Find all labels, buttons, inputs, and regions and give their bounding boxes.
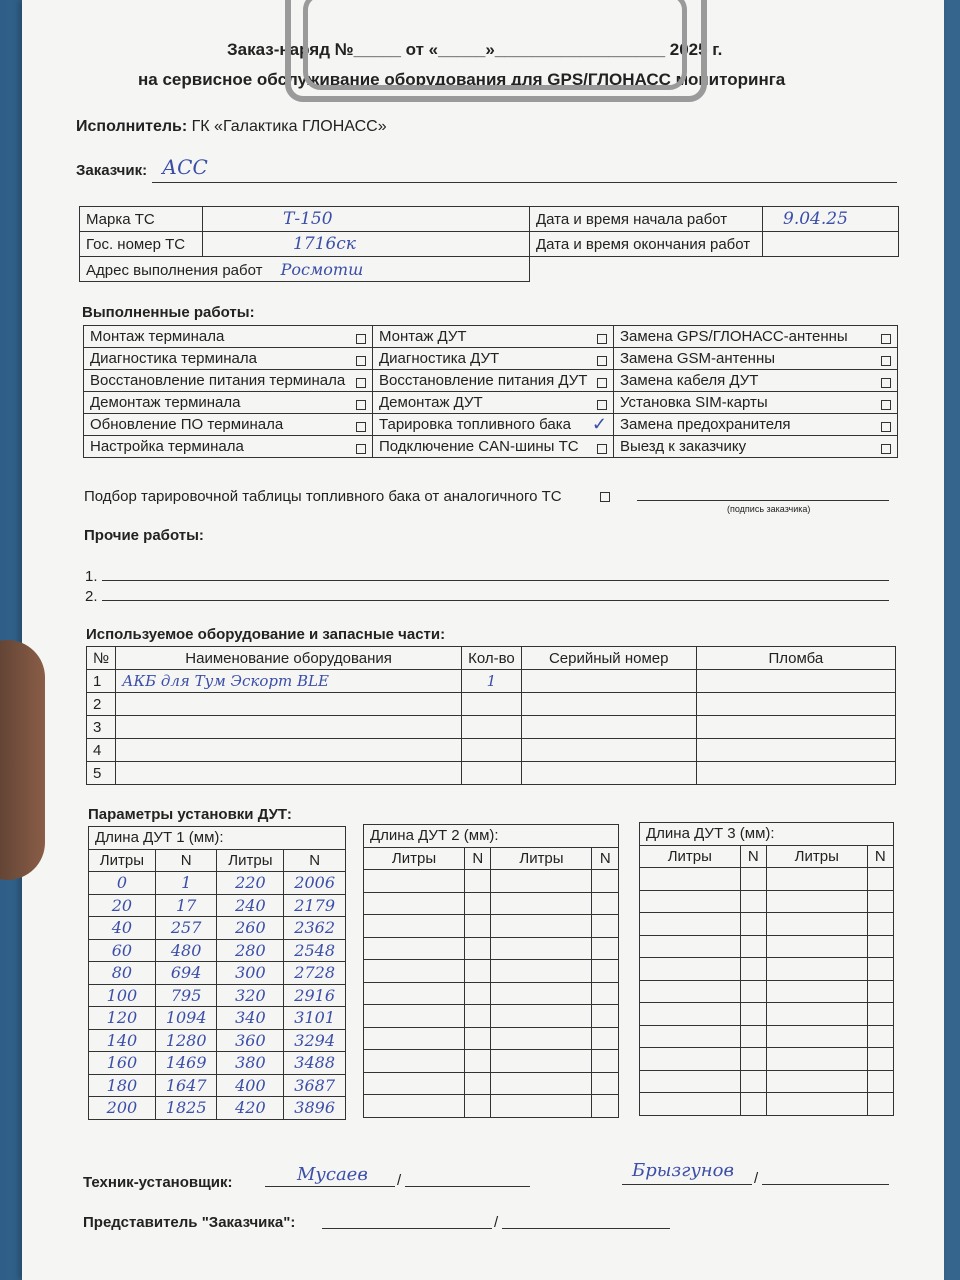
- dut-cell: 257: [155, 917, 217, 940]
- dut-cell: [766, 1025, 867, 1048]
- dut-cell: [766, 890, 867, 913]
- table-row: [89, 1097, 346, 1120]
- dut-cell: 1469: [155, 1052, 217, 1075]
- checkbox[interactable]: [881, 444, 891, 454]
- dut-cell: 340: [217, 1007, 284, 1030]
- work-item: Восстановление питания ДУТ: [373, 370, 614, 392]
- table-row: [640, 1048, 894, 1071]
- table-row: [89, 984, 346, 1007]
- dut-cell: [592, 1095, 619, 1118]
- start-value: 9.04.25: [763, 207, 899, 232]
- table-row: [89, 962, 346, 985]
- dut-cell: 200: [89, 1097, 156, 1120]
- dut-cell: 2179: [284, 894, 346, 917]
- checkbox[interactable]: [356, 444, 366, 454]
- dut-col-header: Литры: [766, 845, 867, 868]
- dut-cell: [364, 982, 465, 1005]
- dut-cell: 1094: [155, 1007, 217, 1030]
- other-work-1: 1.: [85, 568, 98, 585]
- dut-col-header: N: [284, 849, 346, 872]
- table-row: [364, 870, 619, 893]
- table-row: [364, 1072, 619, 1095]
- dut-cell: 420: [217, 1097, 284, 1120]
- dut-col-header: Литры: [217, 849, 284, 872]
- dut-cell: 3101: [284, 1007, 346, 1030]
- dut-col-header: Литры: [89, 849, 156, 872]
- dut-cell: 480: [155, 939, 217, 962]
- dut-cell: [740, 1070, 766, 1093]
- other-work-2: 2.: [85, 588, 98, 605]
- other-works-title: Прочие работы:: [84, 527, 204, 544]
- dut-cell: [364, 1027, 465, 1050]
- start-label: Дата и время начала работ: [530, 207, 763, 232]
- table-row: 4: [87, 739, 896, 762]
- table-row: [640, 1070, 894, 1093]
- dut-cell: [491, 960, 592, 983]
- dut-cell: [364, 1005, 465, 1028]
- dut-cell: [592, 892, 619, 915]
- dut-cell: [640, 913, 741, 936]
- dut-cell: [867, 1003, 893, 1026]
- dut-cell: [766, 868, 867, 891]
- dut-cell: [364, 915, 465, 938]
- equipment-header: Пломба: [696, 647, 895, 670]
- dut-length-label: Длина ДУТ 3 (мм):: [640, 823, 894, 846]
- checkbox[interactable]: [881, 378, 891, 388]
- dut-cell: [766, 935, 867, 958]
- dut-cell: 40: [89, 917, 156, 940]
- dut-cell: [867, 980, 893, 1003]
- checkbox[interactable]: [597, 400, 607, 410]
- works-title: Выполненные работы:: [82, 304, 255, 321]
- checkbox[interactable]: [597, 356, 607, 366]
- signature-caption: (подпись заказчика): [727, 504, 811, 514]
- dut-cell: [364, 960, 465, 983]
- dut-cell: [867, 1093, 893, 1116]
- dut-cell: 2362: [284, 917, 346, 940]
- dut-cell: [766, 1048, 867, 1071]
- address-cell: [80, 257, 530, 282]
- brand-label: Марка ТС: [80, 207, 203, 232]
- dut-cell: [640, 1003, 741, 1026]
- dut-cell: [364, 1072, 465, 1095]
- table-row: [364, 1095, 619, 1118]
- dut-cell: [766, 1070, 867, 1093]
- checkbox[interactable]: [597, 334, 607, 344]
- table-row: 3: [87, 716, 896, 739]
- dut-col-header: N: [465, 847, 491, 870]
- table-row: [364, 1005, 619, 1028]
- dut-cell: [867, 1048, 893, 1071]
- dut-cell: [491, 1005, 592, 1028]
- clipboard-clip: [285, 0, 705, 100]
- dut-cell: [867, 935, 893, 958]
- dut-cell: [640, 1093, 741, 1116]
- header-line1: Заказ-наряд №_____ от «_____»__________________ 2025 г.: [227, 40, 723, 59]
- dut-cell: [491, 1072, 592, 1095]
- work-item: Восстановление питания терминала: [84, 370, 373, 392]
- dut-cell: 2916: [284, 984, 346, 1007]
- table-row: 1 АКБ для Тум Эскорт BLE 1: [87, 670, 896, 693]
- table-row: [640, 1025, 894, 1048]
- dut-cell: [491, 1050, 592, 1073]
- plate-value: 1716ск: [203, 232, 530, 257]
- executor-label: Исполнитель:: [76, 118, 188, 135]
- dut-cell: [740, 1003, 766, 1026]
- dut-cell: [491, 1027, 592, 1050]
- dut-cell: [592, 982, 619, 1005]
- dut-cell: [364, 892, 465, 915]
- table-row: [364, 1027, 619, 1050]
- dut-cell: 1647: [155, 1074, 217, 1097]
- work-item: Демонтаж ДУТ: [373, 392, 614, 414]
- table-row: 2: [87, 693, 896, 716]
- dut-cell: [740, 913, 766, 936]
- checkbox[interactable]: [597, 378, 607, 388]
- customer-value: АСС: [162, 155, 208, 179]
- dut-cell: 100: [89, 984, 156, 1007]
- dut-col-header: N: [592, 847, 619, 870]
- dut-cell: 300: [217, 962, 284, 985]
- installer-label: Техник-установщик:: [83, 1174, 233, 1191]
- dut-table-3: [639, 822, 894, 1116]
- dut-cell: [465, 870, 491, 893]
- equipment-table: [86, 646, 896, 785]
- dut-cell: 260: [217, 917, 284, 940]
- dut-col-header: N: [155, 849, 217, 872]
- dut-cell: [766, 980, 867, 1003]
- equipment-header: №: [87, 647, 116, 670]
- customer-rep-label: Представитель "Заказчика":: [83, 1214, 296, 1231]
- address-label: Адрес выполнения работ: [86, 261, 263, 279]
- dut-cell: [740, 868, 766, 891]
- table-row: [89, 939, 346, 962]
- dut-cell: [766, 1003, 867, 1026]
- checkbox[interactable]: [356, 400, 366, 410]
- work-item: Монтаж терминала: [84, 326, 373, 348]
- table-row: [640, 1003, 894, 1026]
- dut-cell: [640, 890, 741, 913]
- table-row: [640, 958, 894, 981]
- checkbox[interactable]: [881, 422, 891, 432]
- dut-cell: [740, 890, 766, 913]
- dut-cell: [491, 937, 592, 960]
- table-row: [89, 1074, 346, 1097]
- end-label: Дата и время окончания работ: [530, 232, 763, 257]
- work-item: Диагностика ДУТ: [373, 348, 614, 370]
- dut-cell: 2006: [284, 872, 346, 895]
- dut-cell: 1280: [155, 1029, 217, 1052]
- dut-cell: [491, 982, 592, 1005]
- checkbox[interactable]: [356, 356, 366, 366]
- dut-cell: 220: [217, 872, 284, 895]
- dut-cell: [465, 982, 491, 1005]
- dut-cell: [740, 935, 766, 958]
- dut-cell: 2548: [284, 939, 346, 962]
- dut-col-header: Литры: [491, 847, 592, 870]
- dut-cell: 1: [155, 872, 217, 895]
- dut-cell: [640, 980, 741, 1003]
- dut-cell: [867, 1025, 893, 1048]
- dut-cell: 280: [217, 939, 284, 962]
- executor-row: [76, 118, 387, 136]
- installer-signature-2: Брызгунов: [632, 1160, 734, 1181]
- checkmark-icon[interactable]: ✓: [591, 414, 607, 434]
- installer-signature-1: Мусаев: [297, 1164, 368, 1185]
- dut-cell: 3896: [284, 1097, 346, 1120]
- tarirovka-checkbox[interactable]: [600, 492, 610, 502]
- brand-value: Т-150: [203, 207, 530, 232]
- executor-value: ГК «Галактика ГЛОНАСС»: [191, 118, 387, 135]
- dut-cell: [465, 1050, 491, 1073]
- work-item-checked: Тарировка топливного бака ✓: [373, 414, 614, 436]
- dut-cell: [740, 1048, 766, 1071]
- dut-title: Параметры установки ДУТ:: [88, 806, 292, 823]
- dut-cell: 120: [89, 1007, 156, 1030]
- dut-cell: 240: [217, 894, 284, 917]
- dut-cell: [640, 1070, 741, 1093]
- dut-cell: [592, 1050, 619, 1073]
- dut-cell: [465, 937, 491, 960]
- dut-cell: [465, 915, 491, 938]
- table-row: 5: [87, 762, 896, 785]
- dut-cell: [740, 1025, 766, 1048]
- table-row: [89, 894, 346, 917]
- dut-cell: [364, 1050, 465, 1073]
- dut-cell: [640, 868, 741, 891]
- tarirovka-selection-label: Подбор тарировочной таблицы топливного бака от аналогичного ТС: [84, 488, 562, 505]
- dut-cell: 160: [89, 1052, 156, 1075]
- dut-cell: [364, 937, 465, 960]
- dut-cell: [465, 1027, 491, 1050]
- dut-cell: [867, 868, 893, 891]
- table-row: [640, 913, 894, 936]
- work-item: Замена GSM-антенны: [614, 348, 898, 370]
- dut-length-label: Длина ДУТ 1 (мм):: [89, 827, 346, 850]
- work-item: Обновление ПО терминала: [84, 414, 373, 436]
- table-row: [640, 868, 894, 891]
- dut-cell: [465, 960, 491, 983]
- dut-length-label: Длина ДУТ 2 (мм):: [364, 825, 619, 848]
- table-row: [364, 915, 619, 938]
- dut-cell: 320: [217, 984, 284, 1007]
- dut-cell: 360: [217, 1029, 284, 1052]
- dut-cell: [740, 1093, 766, 1116]
- address-value: Росмотш: [280, 259, 364, 279]
- dut-col-header: N: [867, 845, 893, 868]
- dut-cell: [867, 913, 893, 936]
- dut-cell: 60: [89, 939, 156, 962]
- dut-cell: [867, 958, 893, 981]
- dut-cell: 17: [155, 894, 217, 917]
- work-item: Замена GPS/ГЛОНАСС-антенны: [614, 326, 898, 348]
- dut-cell: 3687: [284, 1074, 346, 1097]
- dut-cell: 140: [89, 1029, 156, 1052]
- dut-cell: [592, 915, 619, 938]
- table-row: [89, 917, 346, 940]
- equipment-header: Кол-во: [462, 647, 522, 670]
- table-row: [89, 872, 346, 895]
- dut-cell: [364, 1095, 465, 1118]
- work-item: Демонтаж терминала: [84, 392, 373, 414]
- work-item: Установка SIM-карты: [614, 392, 898, 414]
- dut-cell: [465, 1005, 491, 1028]
- dut-table-1: [88, 826, 346, 1120]
- dut-col-header: Литры: [640, 845, 741, 868]
- dut-cell: [592, 937, 619, 960]
- dut-cell: [640, 935, 741, 958]
- equipment-title: Используемое оборудование и запасные части:: [86, 626, 446, 643]
- thumb: [0, 640, 45, 880]
- table-row: [640, 980, 894, 1003]
- checkbox[interactable]: [356, 378, 366, 388]
- dut-cell: 3294: [284, 1029, 346, 1052]
- plate-label: Гос. номер ТС: [80, 232, 203, 257]
- checkbox[interactable]: [356, 334, 366, 344]
- dut-table-2: [363, 824, 619, 1118]
- checkbox[interactable]: [356, 422, 366, 432]
- table-row: [640, 935, 894, 958]
- checkbox[interactable]: [881, 356, 891, 366]
- work-item: Замена кабеля ДУТ: [614, 370, 898, 392]
- dut-cell: 795: [155, 984, 217, 1007]
- work-item: Замена предохранителя: [614, 414, 898, 436]
- table-row: [364, 937, 619, 960]
- table-row: [89, 1052, 346, 1075]
- dut-cell: 20: [89, 894, 156, 917]
- dut-cell: 1825: [155, 1097, 217, 1120]
- table-row: [364, 982, 619, 1005]
- dut-cell: [766, 1093, 867, 1116]
- dut-col-header: N: [740, 845, 766, 868]
- dut-cell: 2728: [284, 962, 346, 985]
- dut-cell: [640, 1048, 741, 1071]
- works-table: [83, 325, 898, 458]
- checkbox[interactable]: [881, 334, 891, 344]
- table-row: [364, 1050, 619, 1073]
- dut-cell: 180: [89, 1074, 156, 1097]
- dut-cell: [766, 958, 867, 981]
- dut-cell: 380: [217, 1052, 284, 1075]
- work-item: Выезд к заказчику: [614, 436, 898, 458]
- dut-cell: 694: [155, 962, 217, 985]
- work-item: Подключение CAN-шины ТС: [373, 436, 614, 458]
- dut-cell: 80: [89, 962, 156, 985]
- dut-cell: [640, 958, 741, 981]
- table-row: [364, 960, 619, 983]
- table-row: [89, 1029, 346, 1052]
- dut-cell: [740, 980, 766, 1003]
- customer-label: Заказчик:: [76, 162, 148, 179]
- customer-line: [152, 182, 897, 183]
- dut-cell: [364, 870, 465, 893]
- work-item: Настройка терминала: [84, 436, 373, 458]
- dut-cell: 0: [89, 872, 156, 895]
- customer-signature-line: [637, 500, 889, 501]
- dut-cell: [592, 1072, 619, 1095]
- dut-cell: [640, 1025, 741, 1048]
- dut-cell: [592, 1005, 619, 1028]
- checkbox[interactable]: [597, 444, 607, 454]
- dut-cell: [491, 870, 592, 893]
- dut-col-header: Литры: [364, 847, 465, 870]
- equipment-header: Серийный номер: [521, 647, 696, 670]
- dut-cell: [592, 960, 619, 983]
- dut-cell: 400: [217, 1074, 284, 1097]
- dut-cell: [491, 1095, 592, 1118]
- dut-cell: [740, 958, 766, 981]
- work-order-sheet: Заказ-наряд №_____ от «_____»__________________ 2025 г. на сервисное обслуживание оборудования для GPS/ГЛОНАСС мониторинга Исполнитель: ГК «Галактика ГЛОНАСС» Заказчик: АСС Марка ТС Т-150 Дата и время начала работ 9.04.25 Гос. номер ТС 1716ск Дата и время окончания работ Адрес выполнения работ Росмотш Выполненные работы: Монтаж терминала Монтаж ДУТ Замена GPS/ГЛОНАСС-антенны Диагностика терминала Диагностика ДУТ Замена GSM-антенны Восстановление питания терминала Восстановление питания ДУТ Замена кабеля ДУТ Демонтаж терминала Демонтаж ДУТ Установка SIM-карты Обновление ПО терминала Тарировка топливного бака ✓ Замена предохранителя Настройка терминала Подключение CAN-шины ТС Выезд к заказчику Подбор тарировочной таблицы топливного бака от аналогичного ТС (подпись заказчика) Прочие работы: 1. 2. Используемое оборудование и запасные части: № Наименование оборудования Кол-во Серийный номер Пломба 1 АКБ для Тум Эскорт BLE 1 2 3 4 5 Параметры установки ДУТ: Длина ДУТ 1 (мм): Литры N Литры N 0 1 220 2006 20 17 240 2179 40 257 260 2362 60 480 280 2548 80 694 300 2728 100 795 320 2916 120 1094 340 3101 140 1280 360 3294 160 1469 380 3488 180 1647 400 3687 200 1825 420 3896 Длина ДУТ 2 (мм): Литры N Литры N Длина ДУТ 3 (мм): Литры N Литры N Техник-установщик: Мусаев / Брызгунов / Представитель "Заказчика": /: [22, 0, 944, 1280]
- table-row: [89, 1007, 346, 1030]
- dut-cell: [592, 1027, 619, 1050]
- work-item: Диагностика терминала: [84, 348, 373, 370]
- dut-cell: [465, 1095, 491, 1118]
- dut-cell: [465, 892, 491, 915]
- work-item: Монтаж ДУТ: [373, 326, 614, 348]
- equipment-header: Наименование оборудования: [116, 647, 462, 670]
- dut-cell: [491, 892, 592, 915]
- table-row: [364, 892, 619, 915]
- checkbox[interactable]: [881, 400, 891, 410]
- dut-cell: [766, 913, 867, 936]
- end-value: [763, 232, 899, 257]
- dut-cell: [867, 890, 893, 913]
- header-line2: на сервисное обслуживание оборудования для GPS/ГЛОНАСС мониторинга: [138, 70, 786, 89]
- table-row: [640, 1093, 894, 1116]
- dut-cell: [491, 915, 592, 938]
- dut-cell: 3488: [284, 1052, 346, 1075]
- dut-cell: [592, 870, 619, 893]
- dut-cell: [465, 1072, 491, 1095]
- vehicle-table: [79, 206, 899, 282]
- table-row: [640, 890, 894, 913]
- dut-cell: [867, 1070, 893, 1093]
